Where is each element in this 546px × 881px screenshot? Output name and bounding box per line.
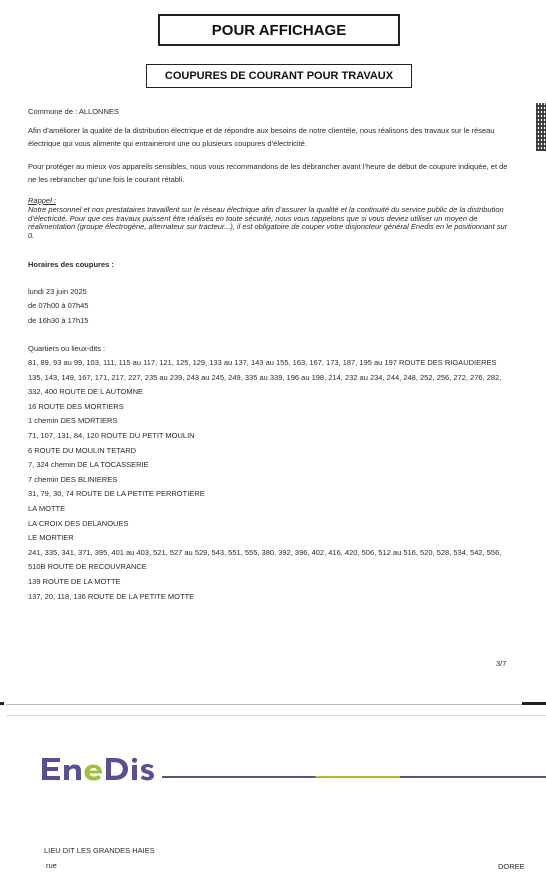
outage-date: lundi 23 juin 2025: [28, 287, 87, 296]
list-item: 7 chemin DES BLINIERES: [28, 474, 118, 484]
page-divider: [6, 715, 546, 716]
recommendation-paragraph: Pour protéger au mieux vos appareils sensibles, nous vous recommandons de les débrancher avant l’heure de début de coupure indiquée, et de ne les rebrancher qu’une fois le courant rétabli.: [28, 162, 508, 184]
footer-address: LIEU DIT LES GRANDES HAIES: [44, 846, 155, 855]
page-title: POUR AFFICHAGE: [158, 14, 400, 46]
outage-slot-1: de 07h00 à 07h45: [28, 301, 89, 310]
list-item: 31, 79, 30, 74 ROUTE DE LA PETITE PERROTIERE: [28, 489, 205, 499]
outage-slot-2: de 16h30 à 17h15: [28, 316, 89, 325]
list-item: 1 chemin DES MORTIERS: [28, 416, 118, 426]
enedis-logo: [40, 754, 160, 784]
horaires-title: Horaires des coupures :: [28, 260, 114, 269]
page-subtitle: COUPURES DE COURANT POUR TRAVAUX: [146, 64, 412, 88]
footer-right-text: DOREE: [498, 862, 525, 871]
list-item: 81, 89, 93 au 99, 103, 111, 115 au 117, 121, 125, 129, 133 au 137, 143 au 155, 163, 167, 173, 187, 195 au 197 ROUTE DES RIGAUDIERES: [28, 358, 497, 367]
brand-line: [162, 776, 546, 778]
cut-off-text: [28, 0, 61, 1]
rappel-label: Rappel :: [28, 196, 56, 205]
quartiers-title: Quartiers ou lieux-dits :: [28, 344, 106, 353]
list-item: LA CROIX DES DELANOUES: [28, 518, 129, 528]
qr-code-icon: [536, 103, 546, 151]
list-item: 241, 335, 341, 371, 395, 401 au 403, 521, 527 au 529, 543, 551, 555, 380, 392, 396, 402, 416, 420, 506, 512 au 516, 520, 528, 534, 542, 556, 510B ROUTE DE RECOUVRANCE: [28, 547, 502, 572]
page-divider: [522, 702, 546, 705]
list-item: LE MORTIER: [28, 533, 74, 543]
list-item: 7, 324 chemin DE LA TOCASSERIE: [28, 460, 149, 470]
footer-street: rue: [46, 861, 57, 870]
rappel-text: Notre personnel et nos prestataires travaillent sur le réseau électrique afin d’assurer la qualité et la continuité du service public de la distribution d’électricité. Pour que ces travaux puissent être réalisés en toute sécurité, nous vous rappelons que si vous deviez utiliser un moyen de réalimentation (groupe électrogène, alternateur sur tracteur...), il est obligatoire de couper votre disjoncteur général Enedis en le positionnant sur 0.: [28, 205, 508, 240]
page-divider: [0, 702, 4, 705]
list-item: LA MOTTE: [28, 503, 66, 513]
commune-label: Commune de : ALLONNES: [28, 107, 119, 116]
quartiers-list: [28, 356, 516, 604]
page-divider: [6, 704, 522, 705]
list-item: 137, 20, 118, 136 ROUTE DE LA PETITE MOTTE: [28, 591, 195, 601]
page-number: 3/7: [496, 659, 507, 668]
intro-paragraph: Afin d’améliorer la qualité de la distribution électrique et de répondre aux besoins de notre clientèle, nous réalisons des travaux sur le réseau électrique qui vous alimente qui entraineront une ou plusieurs coupures d’électricité.: [28, 126, 495, 148]
list-item: 139 ROUTE DE LA MOTTE: [28, 576, 121, 586]
list-item: 6 ROUTE DU MOULIN TETARD: [28, 445, 137, 455]
list-item: 135, 143, 149, 167, 171, 217, 227, 235 au 239, 243 au 245, 249, 335 au 339, 196 au 198, 214, 232 au 234, 244, 248, 252, 256, 272, 276, 282, 332, 400 ROUTE DE L AUTOMNE: [28, 372, 502, 397]
list-item: 16 ROUTE DES MORTIERS: [28, 401, 124, 411]
list-item: 71, 107, 131, 84, 120 ROUTE DU PETIT MOULIN: [28, 430, 195, 440]
